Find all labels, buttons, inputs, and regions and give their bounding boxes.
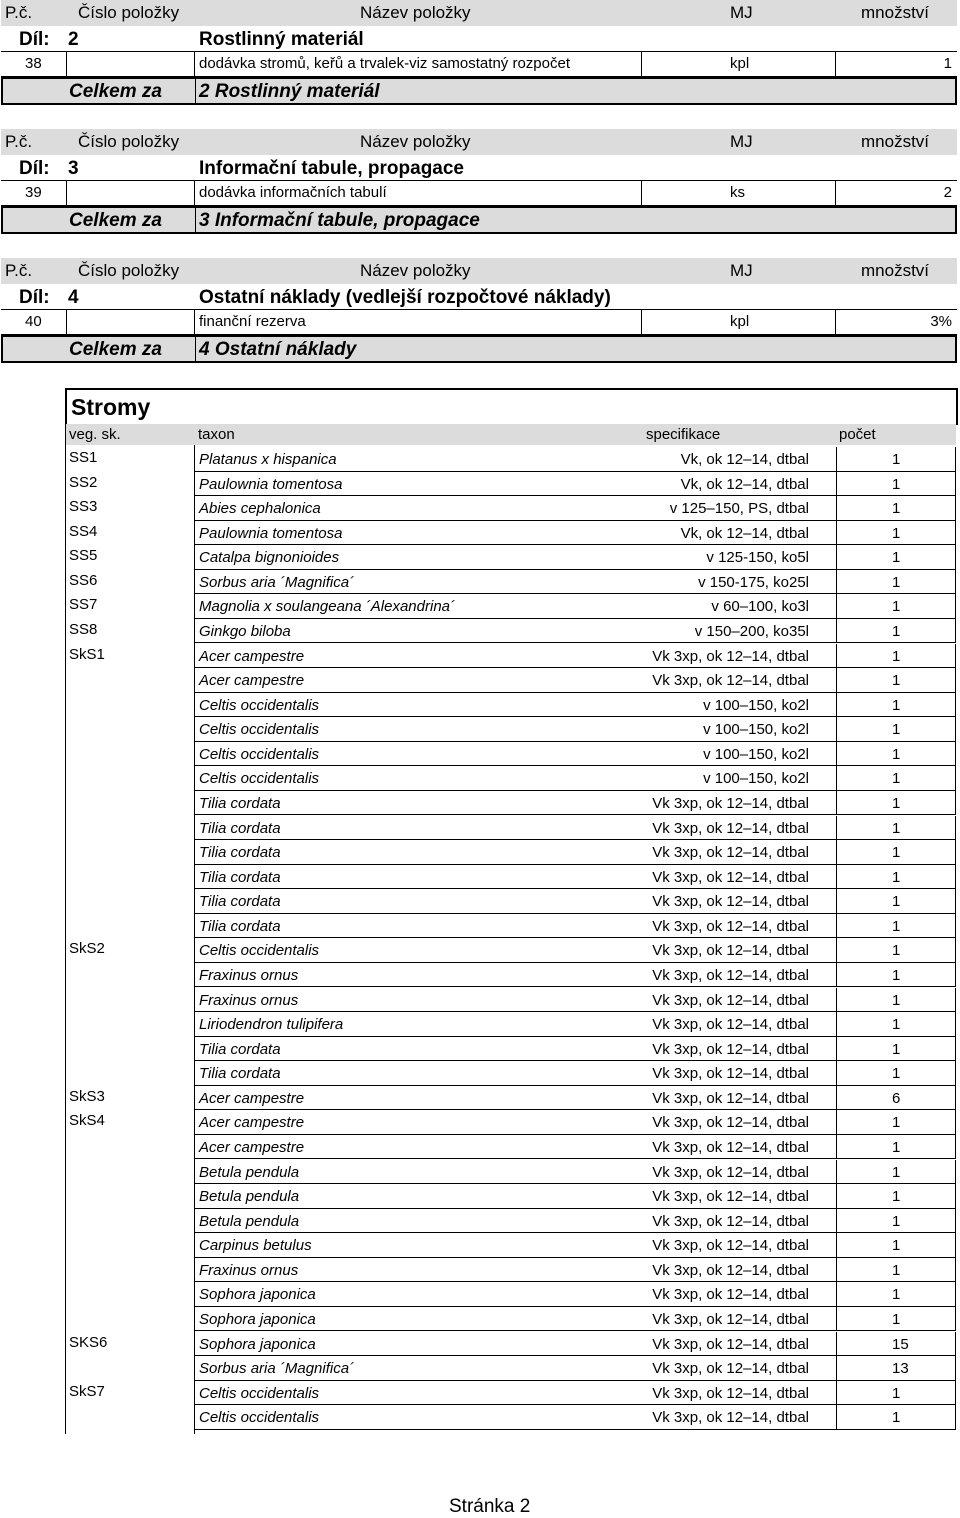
table-row [195, 791, 956, 816]
dil-name: Rostlinný materiál [199, 29, 364, 50]
taxon-cell: Ginkgo biloba [199, 622, 291, 640]
taxon-cell: Celtis occidentalis [199, 1384, 320, 1402]
table-row [195, 1356, 956, 1381]
total-name: 3 Informační tabule, propagace [199, 210, 480, 231]
column-header-mnozstvi: množství [861, 261, 930, 280]
item-row [1, 180, 957, 206]
veg-sk-label: SkS3 [69, 1087, 105, 1105]
specifikace-cell: Vk 3xp, ok 12–14, dtbal [652, 1065, 809, 1083]
specifikace-cell: v 125-150, ko5l [706, 549, 809, 567]
taxon-cell: Tilia cordata [199, 1065, 281, 1083]
total-name: 2 Rostlinný materiál [199, 81, 380, 102]
total-label: Celkem za [69, 210, 162, 231]
taxon-cell: Tilia cordata [199, 1040, 281, 1058]
table-row [195, 1307, 956, 1332]
taxon-cell: Celtis occidentalis [199, 721, 320, 739]
column-header-cislo: Číslo položky [78, 132, 180, 151]
table-row [195, 988, 956, 1013]
specifikace-cell: Vk 3xp, ok 12–14, dtbal [652, 893, 809, 911]
table-row [195, 865, 956, 890]
pocet-cell: 1 [892, 1261, 901, 1279]
table-row [195, 766, 956, 791]
item-unit: kpl [730, 313, 750, 330]
pocet-cell: 1 [892, 1065, 901, 1083]
table-row [195, 619, 956, 644]
table-row [195, 472, 956, 497]
pocet-cell: 1 [892, 1212, 901, 1230]
taxon-cell: Fraxinus ornus [199, 991, 299, 1009]
taxon-cell: Tilia cordata [199, 917, 281, 935]
dil-row [1, 155, 957, 180]
specifikace-cell: Vk 3xp, ok 12–14, dtbal [652, 1212, 809, 1230]
page-footer: Stránka 2 [449, 1496, 531, 1517]
veg-sk-label: SKS6 [69, 1333, 108, 1351]
specifikace-cell: v 100–150, ko2l [703, 721, 809, 739]
dil-label: Díl: [19, 287, 50, 308]
table-row [195, 1086, 956, 1111]
specifikace-cell: Vk 3xp, ok 12–14, dtbal [652, 1089, 809, 1107]
veg-sk-label: SS4 [69, 522, 98, 540]
table-row [195, 693, 956, 718]
table-row [195, 1061, 956, 1086]
pocet-cell: 1 [892, 598, 901, 616]
pocet-cell: 1 [892, 475, 901, 493]
table-row [195, 1110, 956, 1135]
veg-sk-label: SS7 [69, 596, 98, 614]
column-header-pc: P.č. [5, 261, 33, 280]
pocet-cell: 6 [892, 1089, 901, 1107]
total-name: 4 Ostatní náklady [199, 339, 357, 360]
taxon-cell: Sophora japonica [199, 1286, 316, 1304]
table-row [195, 938, 956, 963]
pocet-cell: 1 [892, 844, 901, 862]
table-row [195, 668, 956, 693]
taxon-cell: Tilia cordata [199, 844, 281, 862]
specifikace-cell: Vk 3xp, ok 12–14, dtbal [652, 1114, 809, 1132]
column-header-cislo: Číslo položky [78, 261, 180, 280]
item-quantity: 1 [943, 55, 952, 72]
veg-sk-label: SS5 [69, 547, 98, 565]
specifikace-cell: Vk 3xp, ok 12–14, dtbal [652, 1360, 809, 1378]
item-row [1, 309, 957, 335]
pocet-cell: 1 [892, 1409, 901, 1427]
pocet-cell: 1 [892, 794, 901, 812]
veg-sk-label: SS8 [69, 620, 98, 638]
dil-row [1, 284, 957, 309]
item-quantity: 2 [943, 184, 952, 201]
stromy-header-veg: veg. sk. [69, 426, 121, 443]
column-header-cislo: Číslo položky [78, 3, 180, 22]
dil-number: 3 [68, 158, 79, 179]
table-row [195, 521, 956, 546]
pocet-cell: 1 [892, 991, 901, 1009]
table-row [195, 963, 956, 988]
item-unit: ks [730, 184, 745, 201]
taxon-cell: Celtis occidentalis [199, 770, 320, 788]
specifikace-cell: Vk, ok 12–14, dtbal [680, 475, 809, 493]
specifikace-cell: v 125–150, PS, dtbal [669, 500, 809, 518]
table-row [195, 914, 956, 939]
pocet-cell: 15 [892, 1335, 909, 1353]
specifikace-cell: v 150–200, ko35l [694, 622, 809, 640]
table-row [195, 1012, 956, 1037]
specifikace-cell: Vk, ok 12–14, dtbal [680, 451, 809, 468]
pocet-cell: 1 [892, 819, 901, 837]
specifikace-cell: v 100–150, ko2l [703, 745, 809, 763]
item-name: dodávka informačních tabulí [199, 184, 387, 201]
taxon-cell: Paulownia tomentosa [199, 475, 343, 493]
column-header-pc: P.č. [5, 132, 33, 151]
pocet-cell: 1 [892, 770, 901, 788]
stromy-header-row [65, 424, 956, 445]
stromy-header-pocet: počet [839, 426, 876, 443]
specifikace-cell: Vk 3xp, ok 12–14, dtbal [652, 672, 809, 690]
pocet-cell: 1 [892, 868, 901, 886]
taxon-cell: Betula pendula [199, 1163, 300, 1181]
table-row [195, 1209, 956, 1234]
column-header-nazev: Název položky [360, 3, 471, 22]
pocet-cell: 1 [892, 451, 901, 468]
veg-sk-label: SkS2 [69, 940, 105, 958]
table-row [195, 447, 956, 472]
taxon-cell: Tilia cordata [199, 868, 281, 886]
pocet-cell: 1 [892, 917, 901, 935]
pocet-cell: 1 [892, 1016, 901, 1034]
taxon-cell: Magnolia x soulangeana ´Alexandrina´ [199, 598, 455, 616]
table-row [195, 1381, 956, 1406]
pocet-cell: 1 [892, 1138, 901, 1156]
taxon-cell: Paulownia tomentosa [199, 524, 343, 542]
pocet-cell: 1 [892, 966, 901, 984]
taxon-cell: Liriodendron tulipifera [199, 1016, 344, 1034]
total-row [1, 77, 957, 105]
taxon-cell: Abies cephalonica [199, 500, 321, 518]
stromy-header-specifikace: specifikace [646, 426, 721, 443]
table-row [195, 1135, 956, 1160]
item-number: 39 [25, 184, 42, 201]
specifikace-cell: Vk 3xp, ok 12–14, dtbal [652, 1310, 809, 1328]
pocet-cell: 1 [892, 893, 901, 911]
pocet-cell: 1 [892, 1188, 901, 1206]
specifikace-cell: Vk 3xp, ok 12–14, dtbal [652, 1335, 809, 1353]
taxon-cell: Acer campestre [199, 647, 305, 665]
table-row [195, 889, 956, 914]
pocet-cell: 1 [892, 1237, 901, 1255]
column-header-mj: MJ [730, 261, 753, 280]
taxon-cell: Tilia cordata [199, 794, 281, 812]
stromy-title: Stromy [71, 394, 151, 420]
taxon-cell: Sophora japonica [199, 1335, 316, 1353]
taxon-cell: Fraxinus ornus [199, 966, 299, 984]
stromy-header-taxon: taxon [198, 426, 235, 443]
table-row [195, 1258, 956, 1283]
table-row [195, 1184, 956, 1209]
pocet-cell: 1 [892, 1286, 901, 1304]
taxon-cell: Platanus x hispanica [199, 451, 337, 468]
dil-row [1, 26, 957, 51]
column-header-row [1, 129, 957, 155]
specifikace-cell: v 150-175, ko25l [698, 573, 809, 591]
taxon-cell: Carpinus betulus [199, 1237, 312, 1255]
column-header-nazev: Název položky [360, 261, 471, 280]
column-header-mnozstvi: množství [861, 132, 930, 151]
pocet-cell: 1 [892, 672, 901, 690]
dil-number: 4 [68, 287, 79, 308]
specifikace-cell: Vk 3xp, ok 12–14, dtbal [652, 1237, 809, 1255]
column-header-mnozstvi: množství [861, 3, 930, 22]
specifikace-cell: Vk 3xp, ok 12–14, dtbal [652, 1188, 809, 1206]
specifikace-cell: Vk 3xp, ok 12–14, dtbal [652, 966, 809, 984]
specifikace-cell: Vk 3xp, ok 12–14, dtbal [652, 794, 809, 812]
taxon-cell: Catalpa bignonioides [199, 549, 340, 567]
total-row [1, 335, 957, 363]
taxon-cell: Tilia cordata [199, 819, 281, 837]
pocet-cell: 1 [892, 1040, 901, 1058]
specifikace-cell: Vk 3xp, ok 12–14, dtbal [652, 991, 809, 1009]
taxon-cell: Celtis occidentalis [199, 696, 320, 714]
specifikace-cell: Vk 3xp, ok 12–14, dtbal [652, 1409, 809, 1427]
table-row [195, 545, 956, 570]
column-header-mj: MJ [730, 3, 753, 22]
total-label: Celkem za [69, 81, 162, 102]
total-label: Celkem za [69, 339, 162, 360]
pocet-cell: 1 [892, 1310, 901, 1328]
table-row [195, 570, 956, 595]
pocet-cell: 1 [892, 622, 901, 640]
specifikace-cell: Vk 3xp, ok 12–14, dtbal [652, 844, 809, 862]
specifikace-cell: Vk 3xp, ok 12–14, dtbal [652, 1138, 809, 1156]
column-header-row [1, 0, 957, 26]
item-row [1, 51, 957, 77]
table-row [195, 1160, 956, 1185]
taxon-cell: Sorbus aria ´Magnifica´ [199, 573, 355, 591]
table-row [195, 1282, 956, 1307]
veg-sk-label: SkS7 [69, 1382, 105, 1400]
taxon-cell: Tilia cordata [199, 893, 281, 911]
specifikace-cell: Vk 3xp, ok 12–14, dtbal [652, 1016, 809, 1034]
pocet-cell: 1 [892, 549, 901, 567]
table-row [195, 840, 956, 865]
table-row [195, 1405, 956, 1430]
taxon-cell: Celtis occidentalis [199, 1409, 320, 1427]
table-row [195, 594, 956, 619]
table-row [195, 717, 956, 742]
column-header-nazev: Název položky [360, 132, 471, 151]
stromy-title-box [65, 388, 958, 425]
veg-sk-label: SkS1 [69, 645, 105, 663]
specifikace-cell: Vk 3xp, ok 12–14, dtbal [652, 647, 809, 665]
dil-label: Díl: [19, 29, 50, 50]
dil-label: Díl: [19, 158, 50, 179]
specifikace-cell: Vk 3xp, ok 12–14, dtbal [652, 917, 809, 935]
table-row [195, 742, 956, 767]
item-name: dodávka stromů, keřů a trvalek-viz samostatný rozpočet [199, 55, 570, 72]
pocet-cell: 1 [892, 745, 901, 763]
pocet-cell: 1 [892, 942, 901, 960]
specifikace-cell: v 100–150, ko2l [703, 696, 809, 714]
table-row [195, 496, 956, 521]
dil-name: Ostatní náklady (vedlejší rozpočtové náklady) [199, 287, 611, 308]
specifikace-cell: Vk 3xp, ok 12–14, dtbal [652, 819, 809, 837]
pocet-cell: 1 [892, 1163, 901, 1181]
item-number: 40 [25, 313, 42, 330]
taxon-cell: Fraxinus ornus [199, 1261, 299, 1279]
specifikace-cell: Vk 3xp, ok 12–14, dtbal [652, 868, 809, 886]
veg-sk-label: SkS4 [69, 1112, 105, 1130]
table-row [195, 816, 956, 841]
taxon-cell: Celtis occidentalis [199, 942, 320, 960]
taxon-cell: Acer campestre [199, 1089, 305, 1107]
taxon-cell: Acer campestre [199, 1138, 305, 1156]
veg-sk-label: SS2 [69, 473, 98, 491]
item-quantity: 3% [930, 313, 952, 330]
pocet-cell: 1 [892, 1114, 901, 1132]
pocet-cell: 1 [892, 500, 901, 518]
table-row [195, 1233, 956, 1258]
table-row [195, 1037, 956, 1062]
veg-sk-label: SS3 [69, 498, 98, 516]
item-name: finanční rezerva [199, 313, 306, 330]
specifikace-cell: Vk, ok 12–14, dtbal [680, 524, 809, 542]
item-number: 38 [25, 55, 42, 72]
specifikace-cell: Vk 3xp, ok 12–14, dtbal [652, 1286, 809, 1304]
table-row [195, 1332, 956, 1357]
pocet-cell: 1 [892, 1384, 901, 1402]
pocet-cell: 1 [892, 721, 901, 739]
taxon-cell: Sophora japonica [199, 1310, 316, 1328]
table-row [195, 644, 956, 669]
veg-sk-label: SS1 [69, 449, 98, 466]
taxon-cell: Acer campestre [199, 672, 305, 690]
taxon-cell: Acer campestre [199, 1114, 305, 1132]
specifikace-cell: Vk 3xp, ok 12–14, dtbal [652, 1384, 809, 1402]
pocet-cell: 1 [892, 647, 901, 665]
total-row [1, 206, 957, 234]
specifikace-cell: Vk 3xp, ok 12–14, dtbal [652, 1261, 809, 1279]
specifikace-cell: Vk 3xp, ok 12–14, dtbal [652, 1040, 809, 1058]
specifikace-cell: Vk 3xp, ok 12–14, dtbal [652, 1163, 809, 1181]
dil-number: 2 [68, 29, 79, 50]
pocet-cell: 1 [892, 573, 901, 591]
pocet-cell: 1 [892, 524, 901, 542]
pocet-cell: 1 [892, 696, 901, 714]
stromy-left-border [65, 424, 66, 1434]
column-header-pc: P.č. [5, 3, 33, 22]
veg-sk-label: SS6 [69, 571, 98, 589]
taxon-cell: Betula pendula [199, 1212, 300, 1230]
specifikace-cell: v 100–150, ko2l [703, 770, 809, 788]
taxon-cell: Celtis occidentalis [199, 745, 320, 763]
dil-name: Informační tabule, propagace [199, 158, 464, 179]
specifikace-cell: Vk 3xp, ok 12–14, dtbal [652, 942, 809, 960]
specifikace-cell: v 60–100, ko3l [711, 598, 809, 616]
column-header-mj: MJ [730, 132, 753, 151]
pocet-cell: 13 [892, 1360, 909, 1378]
taxon-cell: Sorbus aria ´Magnifica´ [199, 1360, 355, 1378]
taxon-cell: Betula pendula [199, 1188, 300, 1206]
column-header-row [1, 258, 957, 284]
item-unit: kpl [730, 55, 750, 72]
